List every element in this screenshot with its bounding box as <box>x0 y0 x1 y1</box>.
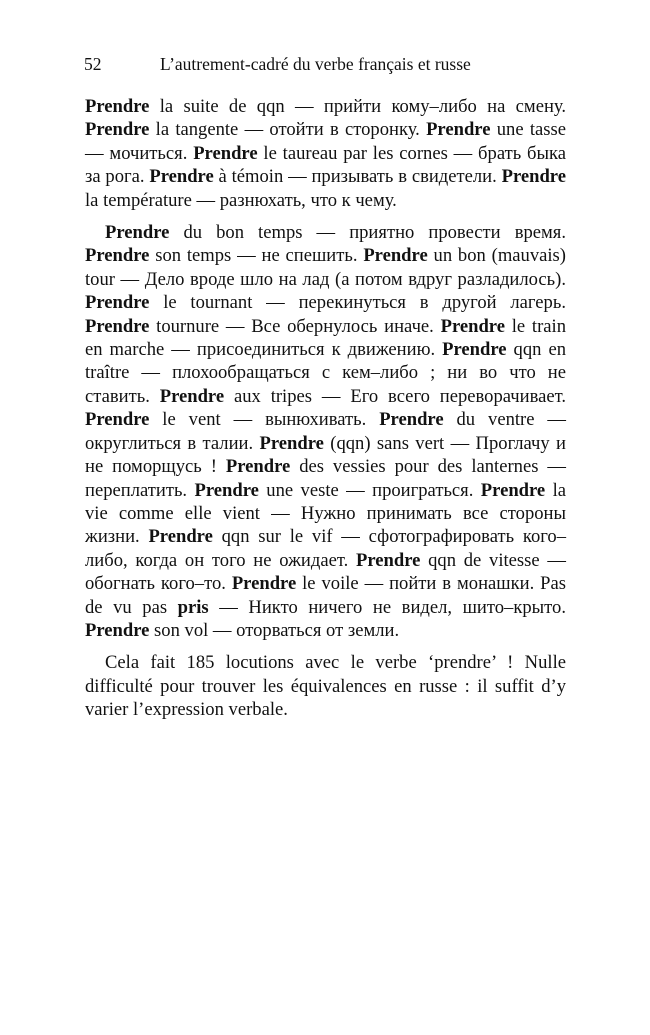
text-run: le train en marche — присоединиться к движению. <box>85 315 566 361</box>
text-run: à témoin — призывать в свидетели. <box>213 166 502 188</box>
bold-term: Prendre <box>85 119 150 141</box>
body-text <box>85 95 566 722</box>
bold-term: Prendre <box>85 619 150 641</box>
text-run: la vie comme elle vient — Нужно принимать все стороны жизни. <box>85 479 567 548</box>
paragraph <box>85 221 566 642</box>
text-run: le vent — вынюхивать. <box>149 409 380 431</box>
text-run: — Никто ничего не видел, шито–крыто. <box>208 596 567 618</box>
text-run: qqn de vitesse — обогнать кого–то. <box>85 549 567 595</box>
text-run: le voile — пойти в монашки. Pas de vu pas <box>85 573 566 618</box>
running-title: L’autrement-cadré du verbe français et russe <box>160 54 471 74</box>
bold-term: Prendre <box>85 409 150 431</box>
bold-term: Prendre <box>501 166 566 188</box>
bold-term: Prendre <box>480 479 546 501</box>
bold-term: Prendre <box>379 409 444 431</box>
text-run: la température — разнюхать, что к чему. <box>85 189 397 211</box>
bold-term: Prendre <box>105 222 170 244</box>
bold-term: Prendre <box>426 119 491 141</box>
bold-term: Prendre <box>194 479 259 501</box>
bold-term: Prendre <box>193 142 258 164</box>
paragraph <box>85 651 566 721</box>
text-run: qqn sur le vif — сфотографировать кого–либо, когда он того не ожидает. <box>85 526 566 571</box>
bold-term: pris <box>177 596 209 618</box>
running-head <box>84 53 574 75</box>
text-run: du ventre — округлиться в талии. <box>85 409 566 454</box>
bold-term: Prendre <box>231 573 297 595</box>
bold-term: Prendre <box>363 245 428 267</box>
text-run: des vessies pour des lanternes — переплатить. <box>85 456 566 501</box>
text-run: le taureau par les cornes — брать быка за рога. <box>85 142 566 188</box>
text-run: la tangente — отойти в сторонку. <box>149 119 427 141</box>
text-run: tournure — Все обернулось иначе. <box>149 315 441 337</box>
bold-term: Prendre <box>355 549 421 571</box>
text-run: Cela fait 185 locutions avec le verbe ‘prendre’ ! Nulle difficulté pour trouver les équivalences en russe : il suffit d’y varier l’expression verbale. <box>85 652 566 721</box>
bold-term: Prendre <box>442 339 507 361</box>
text-run: son vol — оторваться от земли. <box>149 619 400 641</box>
text-run: une veste — проиграться. <box>258 479 481 501</box>
bold-term: Prendre <box>440 315 505 337</box>
bold-term: Prendre <box>85 96 150 117</box>
bold-term: Prendre <box>225 456 291 478</box>
bold-term: Prendre <box>149 166 214 188</box>
text-run: la suite de qqn — прийти кому–либо на смену. <box>149 96 566 117</box>
bold-term: Prendre <box>259 432 324 454</box>
text-run: qqn en traître — плохообращаться с кем–либо ; ни во что не ставить. <box>85 339 566 407</box>
text-run: du bon temps — приятно провести время. <box>169 222 566 244</box>
bold-term: Prendre <box>85 315 150 337</box>
bold-term: Prendre <box>148 526 213 548</box>
text-run: (qqn) sans vert — Проглачу и не поморщусь ! <box>85 432 567 478</box>
bold-term: Prendre <box>159 385 225 407</box>
text-run: une tasse — мочиться. <box>85 119 566 164</box>
text-run: aux tripes — Его всего переворачивает. <box>224 385 566 407</box>
page-number: 52 <box>84 54 102 74</box>
text-run: le tournant — перекинуться в другой лагерь. <box>149 292 566 314</box>
paragraph <box>85 95 566 212</box>
bold-term: Prendre <box>85 245 150 267</box>
bold-term: Prendre <box>85 292 150 314</box>
text-run: son temps — не спешить. <box>149 245 364 267</box>
text-run: un bon (mauvais) tour — Дело вроде шло на лад (а потом вдруг разладилось). <box>85 245 566 290</box>
